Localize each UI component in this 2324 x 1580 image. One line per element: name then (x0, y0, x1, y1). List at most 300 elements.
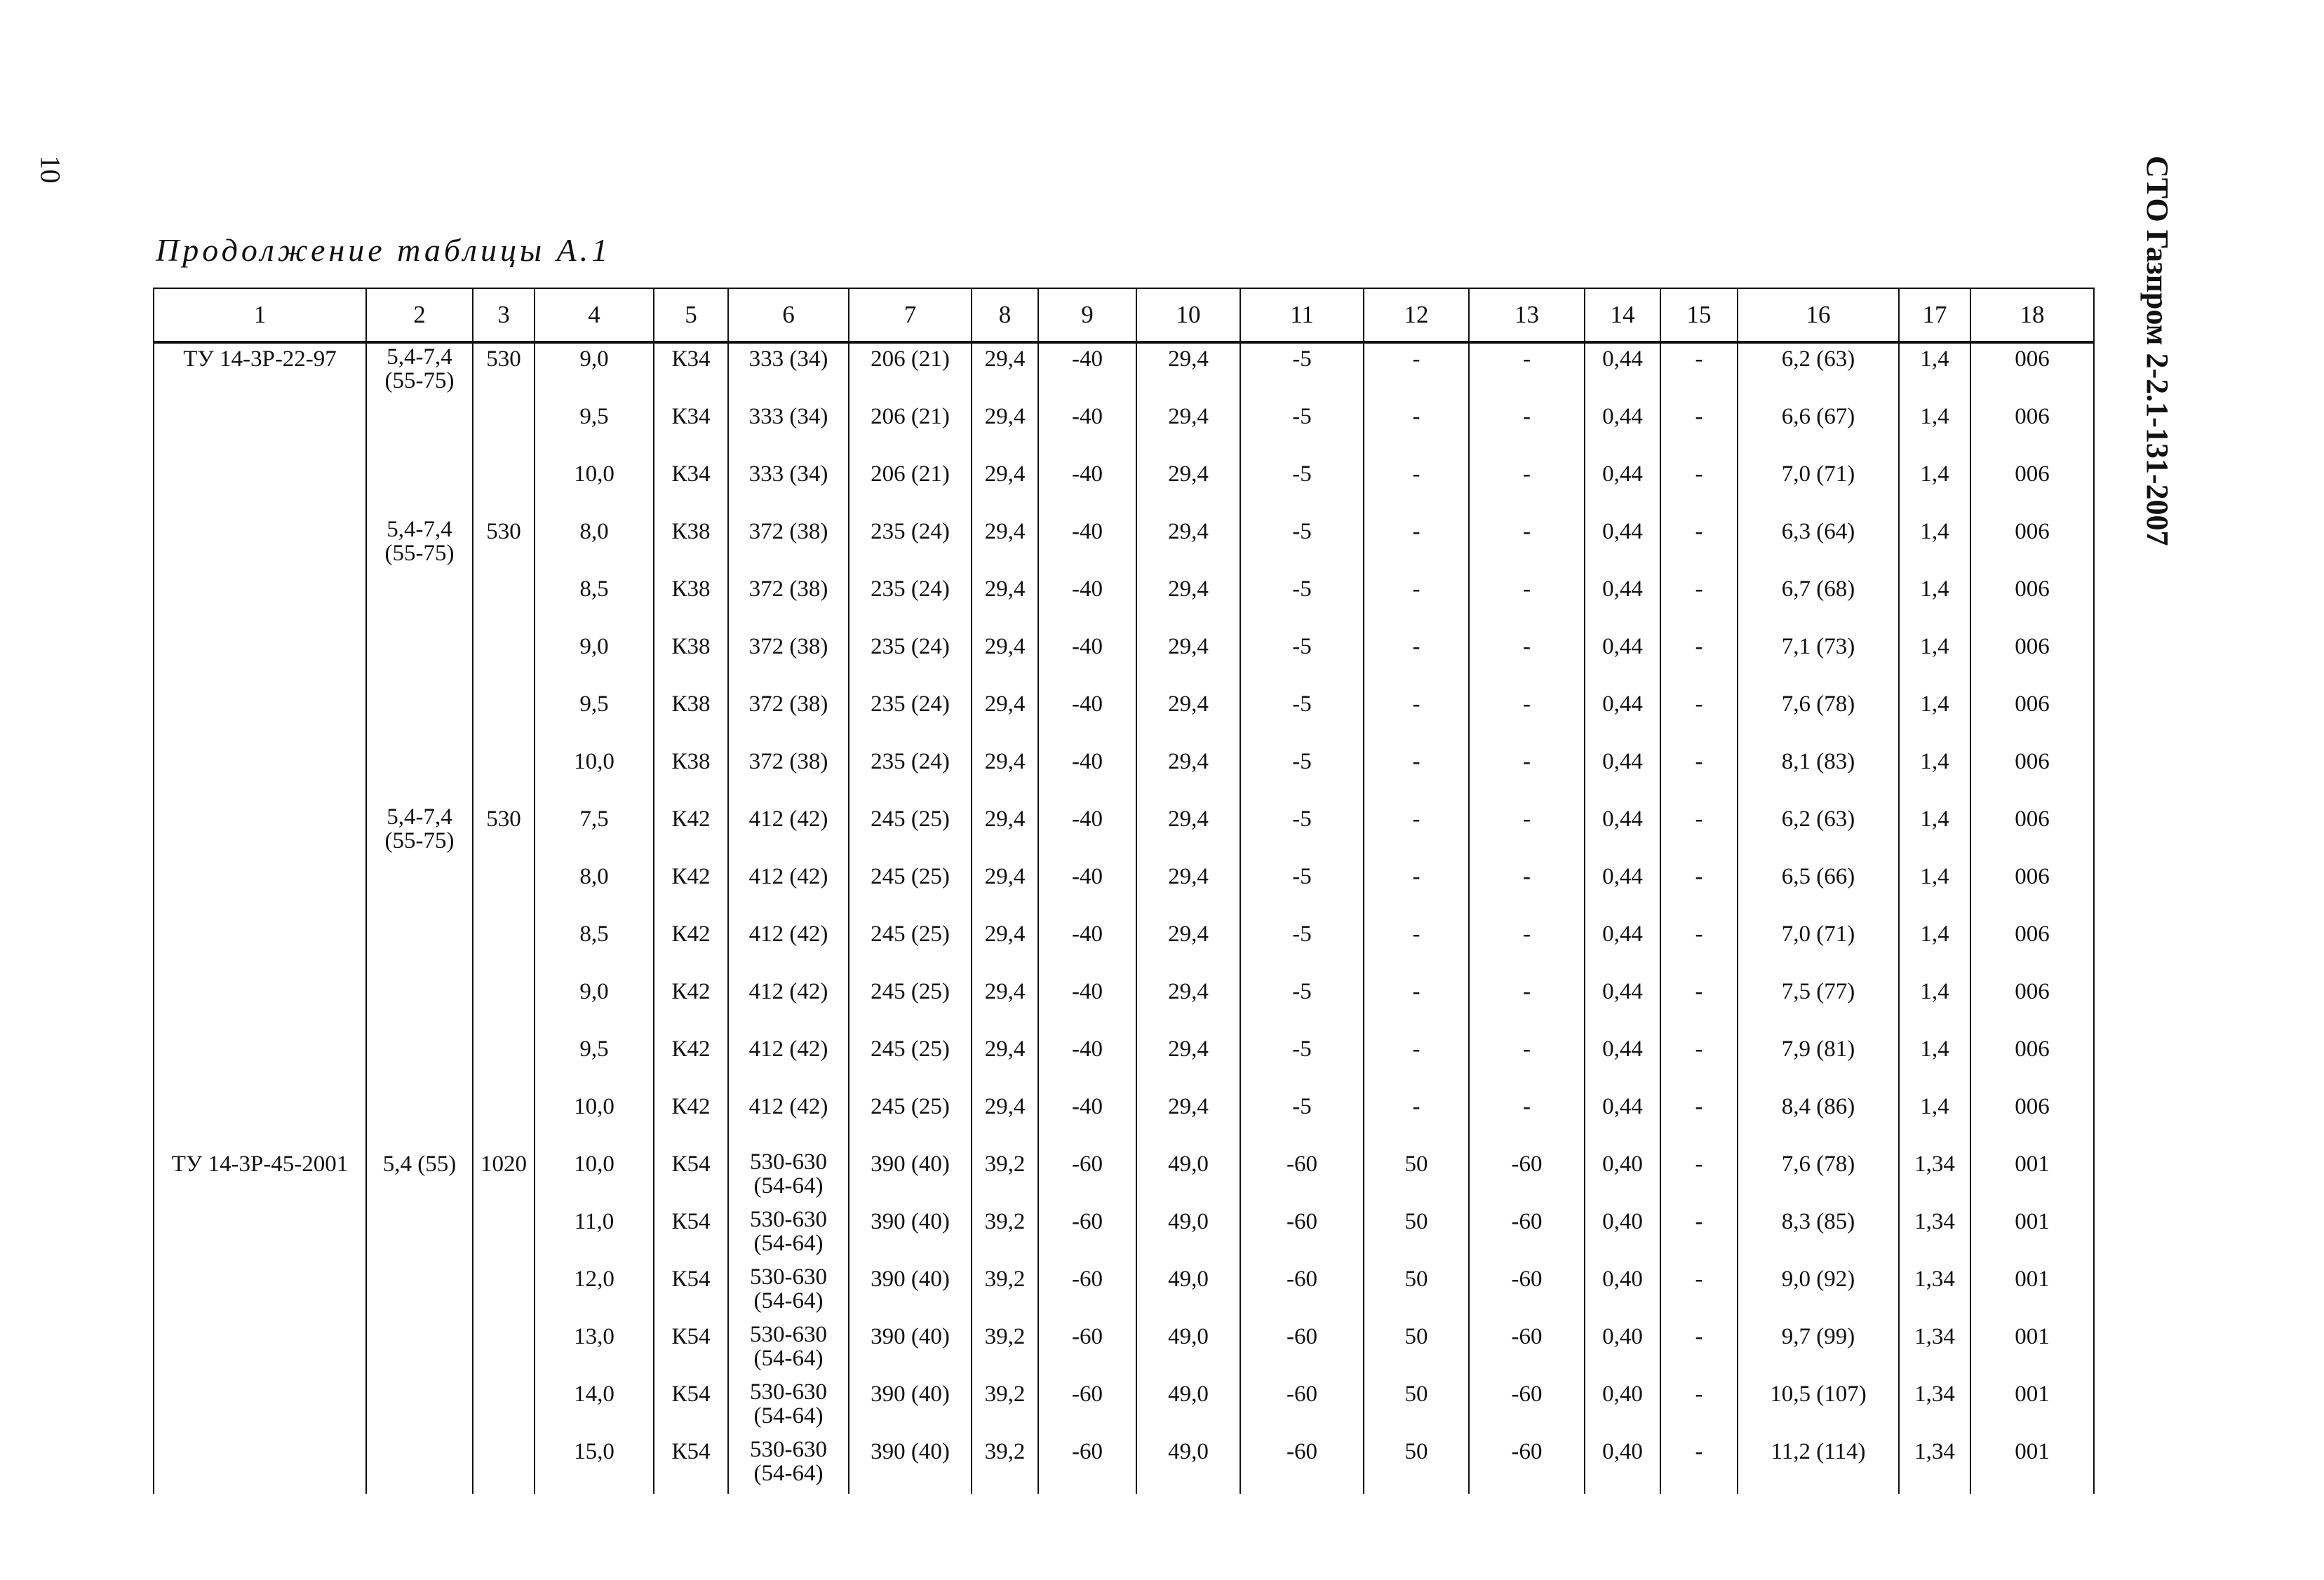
table-row (154, 631, 2094, 689)
cell-value: 1,34 (1914, 1267, 1955, 1292)
header-col-5: 5 (654, 288, 728, 342)
cell-col-4 (535, 1321, 654, 1379)
cell-value: - (1523, 576, 1531, 602)
cell-col-2 (366, 1436, 473, 1494)
cell-value: - (1412, 691, 1420, 717)
cell-value: 0,44 (1602, 1037, 1643, 1062)
cell-value: - (1695, 634, 1703, 659)
cell-col-14 (1585, 574, 1660, 631)
cell-col-14 (1585, 401, 1660, 459)
cell-col-1 (154, 1379, 366, 1436)
cell-col-14 (1585, 459, 1660, 516)
cell-col-2 (366, 1206, 473, 1264)
cell-value: 006 (2015, 461, 2050, 487)
cell-value: 1,34 (1914, 1439, 1955, 1464)
cell-col-6 (728, 1264, 849, 1321)
cell-col-2 (366, 804, 473, 861)
cell-col-1 (154, 516, 366, 574)
cell-value: 6,7 (68) (1781, 576, 1855, 602)
cell-value: -60 (1072, 1267, 1103, 1292)
cell-col-7 (849, 746, 972, 804)
cell-col-2 (366, 1379, 473, 1436)
cell-value: 49,0 (1168, 1209, 1209, 1234)
cell-value: -40 (1072, 921, 1103, 947)
cell-value: -40 (1072, 346, 1103, 372)
cell-col-14 (1585, 689, 1660, 746)
cell-value: - (1695, 1152, 1703, 1177)
table-row (154, 746, 2094, 804)
cell-col-6 (728, 976, 849, 1034)
cell-value: 8,0 (579, 519, 609, 544)
cell-col-17 (1899, 861, 1970, 919)
cell-col-15 (1660, 1379, 1738, 1436)
cell-value: 50 (1404, 1152, 1428, 1177)
cell-col-5 (654, 976, 728, 1034)
header-col-10: 10 (1136, 288, 1240, 342)
cell-col-16 (1738, 401, 1899, 459)
cell-col-8 (972, 976, 1038, 1034)
table-row (154, 1264, 2094, 1321)
cell-value: 39,2 (984, 1324, 1026, 1349)
cell-value: -60 (1287, 1382, 1317, 1407)
cell-value: -5 (1292, 921, 1312, 947)
cell-col-18 (1970, 746, 2094, 804)
header-col-7: 7 (849, 288, 972, 342)
cell-value: 6,2 (63) (1781, 346, 1855, 372)
cell-col-7 (849, 401, 972, 459)
cell-value: - (1412, 979, 1420, 1004)
cell-value: 006 (2015, 346, 2050, 372)
cell-col-5 (654, 1206, 728, 1264)
cell-col-13 (1469, 631, 1585, 689)
cell-col-5 (654, 459, 728, 516)
cell-value: 206 (21) (871, 404, 950, 429)
cell-value: 372 (38) (748, 749, 828, 774)
cell-col-4 (535, 574, 654, 631)
cell-value: -60 (1072, 1439, 1103, 1464)
cell-col-4 (535, 746, 654, 804)
cell-value: К34 (671, 404, 711, 429)
cell-value: 50 (1404, 1209, 1428, 1234)
cell-col-17 (1899, 574, 1970, 631)
table-row (154, 976, 2094, 1034)
cell-col-13 (1469, 516, 1585, 574)
cell-value: 8,4 (86) (1781, 1094, 1855, 1119)
cell-col-7 (849, 804, 972, 861)
cell-col-10 (1136, 459, 1240, 516)
cell-value: 412 (42) (748, 1094, 828, 1119)
cell-value: 530-630 (750, 1437, 827, 1462)
cell-value: 29,4 (1168, 864, 1209, 889)
cell-col-12 (1364, 919, 1469, 976)
page-number: 10 (34, 155, 67, 184)
cell-value: - (1523, 519, 1531, 544)
cell-value: 1,4 (1920, 1037, 1949, 1062)
cell-col-6 (728, 631, 849, 689)
cell-value: 6,2 (63) (1781, 806, 1855, 832)
cell-value: - (1695, 1094, 1703, 1119)
cell-col-12 (1364, 1379, 1469, 1436)
cell-col-17 (1899, 804, 1970, 861)
cell-col-13 (1469, 1091, 1585, 1149)
cell-col-18 (1970, 1091, 2094, 1149)
cell-col-3 (473, 861, 535, 919)
cell-value-secondary: (55-75) (384, 828, 455, 853)
cell-col-11 (1240, 976, 1364, 1034)
cell-col-7 (849, 1206, 972, 1264)
cell-col-16 (1738, 1034, 1899, 1091)
table-row (154, 861, 2094, 919)
cell-value: 29,4 (1168, 634, 1209, 659)
cell-value: -40 (1072, 461, 1103, 487)
cell-col-8 (972, 689, 1038, 746)
cell-col-4 (535, 804, 654, 861)
cell-col-6 (728, 1206, 849, 1264)
table-row (154, 1091, 2094, 1149)
cell-value: -60 (1072, 1382, 1103, 1407)
cell-col-5 (654, 342, 728, 401)
cell-col-11 (1240, 459, 1364, 516)
cell-col-9 (1038, 1091, 1136, 1149)
cell-value: 390 (40) (871, 1439, 950, 1464)
cell-value: 0,40 (1602, 1382, 1643, 1407)
cell-value: 29,4 (1168, 806, 1209, 832)
cell-col-13 (1469, 804, 1585, 861)
cell-value-secondary: (54-64) (753, 1231, 824, 1256)
cell-value: - (1412, 806, 1420, 832)
cell-value: 1,4 (1920, 346, 1949, 372)
cell-col-10 (1136, 976, 1240, 1034)
cell-value: -40 (1072, 634, 1103, 659)
cell-value: 333 (34) (748, 346, 828, 372)
cell-col-18 (1970, 976, 2094, 1034)
cell-value: 530-630 (750, 1149, 827, 1175)
cell-value: - (1523, 461, 1531, 487)
cell-value: 7,9 (81) (1781, 1037, 1855, 1062)
cell-col-12 (1364, 976, 1469, 1034)
cell-col-4 (535, 1034, 654, 1091)
cell-col-14 (1585, 804, 1660, 861)
cell-col-16 (1738, 1436, 1899, 1494)
cell-value: 29,4 (984, 461, 1026, 487)
cell-value: -60 (1511, 1439, 1543, 1464)
cell-col-17 (1899, 459, 1970, 516)
cell-col-9 (1038, 516, 1136, 574)
cell-value: 29,4 (1168, 346, 1209, 372)
cell-col-4 (535, 1149, 654, 1206)
cell-value: 1,4 (1920, 806, 1949, 832)
cell-value: 001 (2015, 1267, 2050, 1292)
cell-col-2 (366, 631, 473, 689)
cell-value: - (1523, 634, 1531, 659)
cell-value: 0,44 (1602, 404, 1643, 429)
cell-col-16 (1738, 1321, 1899, 1379)
cell-col-5 (654, 1149, 728, 1206)
cell-value: 29,4 (1168, 519, 1209, 544)
cell-col-16 (1738, 919, 1899, 976)
cell-col-12 (1364, 342, 1469, 401)
cell-col-11 (1240, 746, 1364, 804)
cell-col-4 (535, 1264, 654, 1321)
cell-col-18 (1970, 1321, 2094, 1379)
cell-col-1 (154, 1206, 366, 1264)
cell-col-11 (1240, 1379, 1364, 1436)
cell-value: 001 (2015, 1324, 2050, 1349)
cell-col-7 (849, 516, 972, 574)
cell-value: - (1695, 1439, 1703, 1464)
cell-value: - (1412, 921, 1420, 947)
cell-col-13 (1469, 919, 1585, 976)
cell-col-3 (473, 401, 535, 459)
header-col-8: 8 (972, 288, 1038, 342)
table-caption: Продолжение таблицы А.1 (156, 232, 612, 268)
cell-col-7 (849, 976, 972, 1034)
cell-col-11 (1240, 689, 1364, 746)
data-table (153, 288, 2095, 1494)
cell-value: 0,44 (1602, 806, 1643, 832)
cell-col-2 (366, 746, 473, 804)
cell-col-11 (1240, 919, 1364, 976)
cell-col-13 (1469, 861, 1585, 919)
cell-col-17 (1899, 976, 1970, 1034)
cell-value: 9,0 (579, 979, 609, 1004)
cell-col-16 (1738, 342, 1899, 401)
cell-col-8 (972, 1091, 1038, 1149)
cell-value: - (1523, 1037, 1531, 1062)
cell-value: 390 (40) (871, 1382, 950, 1407)
cell-value: 006 (2015, 634, 2050, 659)
cell-value: 006 (2015, 921, 2050, 947)
cell-col-5 (654, 861, 728, 919)
cell-col-9 (1038, 574, 1136, 631)
cell-col-5 (654, 1321, 728, 1379)
cell-value: 006 (2015, 404, 2050, 429)
cell-value: 1,4 (1920, 461, 1949, 487)
cell-col-13 (1469, 342, 1585, 401)
cell-col-18 (1970, 861, 2094, 919)
cell-col-18 (1970, 401, 2094, 459)
cell-col-9 (1038, 1149, 1136, 1206)
cell-col-16 (1738, 516, 1899, 574)
cell-value: 372 (38) (748, 634, 828, 659)
cell-value: 29,4 (1168, 404, 1209, 429)
cell-col-15 (1660, 1436, 1738, 1494)
header-col-12: 12 (1364, 288, 1469, 342)
cell-col-6 (728, 804, 849, 861)
cell-value: - (1412, 346, 1420, 372)
cell-value: 6,5 (66) (1781, 864, 1855, 889)
cell-col-12 (1364, 804, 1469, 861)
cell-col-9 (1038, 459, 1136, 516)
cell-col-4 (535, 1436, 654, 1494)
cell-value: 29,4 (984, 576, 1026, 602)
cell-col-10 (1136, 1321, 1240, 1379)
cell-value: 1,4 (1920, 1094, 1949, 1119)
cell-col-17 (1899, 342, 1970, 401)
cell-value: 49,0 (1168, 1267, 1209, 1292)
cell-col-4 (535, 1379, 654, 1436)
cell-col-1 (154, 976, 366, 1034)
cell-col-15 (1660, 976, 1738, 1034)
cell-value: 235 (24) (871, 691, 950, 717)
cell-value: 1020 (481, 1152, 527, 1177)
cell-col-1 (154, 1264, 366, 1321)
cell-col-3 (473, 459, 535, 516)
cell-col-1 (154, 574, 366, 631)
cell-value: - (1695, 979, 1703, 1004)
cell-value: - (1523, 864, 1531, 889)
cell-value: 9,5 (579, 1037, 609, 1062)
header-col-2: 2 (366, 288, 473, 342)
cell-value: 9,7 (99) (1781, 1324, 1855, 1349)
cell-value: -60 (1511, 1382, 1543, 1407)
cell-value: -40 (1072, 806, 1103, 832)
cell-col-1 (154, 746, 366, 804)
cell-col-8 (972, 1149, 1038, 1206)
table-row (154, 342, 2094, 401)
cell-col-7 (849, 1149, 972, 1206)
table-row (154, 516, 2094, 574)
header-col-18: 18 (1970, 288, 2094, 342)
cell-col-12 (1364, 861, 1469, 919)
cell-value: - (1523, 921, 1531, 947)
cell-value: 530 (486, 519, 521, 544)
cell-col-5 (654, 574, 728, 631)
cell-value: К34 (671, 346, 711, 372)
cell-col-15 (1660, 401, 1738, 459)
cell-value: 8,5 (579, 576, 609, 602)
cell-value: - (1523, 404, 1531, 429)
cell-col-13 (1469, 1436, 1585, 1494)
cell-col-11 (1240, 1206, 1364, 1264)
cell-col-6 (728, 401, 849, 459)
cell-col-5 (654, 1436, 728, 1494)
cell-value: К38 (671, 634, 711, 659)
cell-value: -60 (1287, 1209, 1317, 1234)
cell-col-5 (654, 689, 728, 746)
cell-value: - (1523, 691, 1531, 717)
cell-value: 9,0 (579, 346, 609, 372)
cell-value: 530-630 (750, 1207, 827, 1232)
cell-col-14 (1585, 342, 1660, 401)
cell-col-8 (972, 746, 1038, 804)
cell-col-5 (654, 1264, 728, 1321)
cell-value: 1,4 (1920, 691, 1949, 717)
cell-col-18 (1970, 804, 2094, 861)
cell-value: 29,4 (1168, 1094, 1209, 1119)
table-row (154, 919, 2094, 976)
cell-value: 39,2 (984, 1439, 1026, 1464)
cell-col-11 (1240, 574, 1364, 631)
cell-col-1 (154, 1034, 366, 1091)
cell-value: 0,44 (1602, 921, 1643, 947)
cell-col-1 (154, 861, 366, 919)
cell-col-14 (1585, 1206, 1660, 1264)
cell-value: 10,5 (107) (1770, 1382, 1867, 1407)
cell-col-5 (654, 631, 728, 689)
cell-col-3 (473, 574, 535, 631)
cell-value: - (1695, 404, 1703, 429)
cell-value: 206 (21) (871, 346, 950, 372)
cell-col-14 (1585, 1436, 1660, 1494)
cell-col-16 (1738, 1149, 1899, 1206)
cell-value: 29,4 (1168, 691, 1209, 717)
cell-value: 50 (1404, 1324, 1428, 1349)
cell-value: - (1695, 1037, 1703, 1062)
cell-value: 5,4-7,4 (387, 344, 452, 370)
cell-col-7 (849, 1379, 972, 1436)
cell-col-11 (1240, 516, 1364, 574)
cell-col-6 (728, 1436, 849, 1494)
cell-value: 29,4 (1168, 749, 1209, 774)
cell-col-14 (1585, 1091, 1660, 1149)
cell-col-7 (849, 1436, 972, 1494)
cell-value: 530 (486, 346, 521, 372)
cell-value: 0,40 (1602, 1209, 1643, 1234)
cell-value: -60 (1511, 1267, 1543, 1292)
cell-col-2 (366, 459, 473, 516)
cell-value: 1,4 (1920, 634, 1949, 659)
cell-col-7 (849, 1091, 972, 1149)
cell-value: 29,4 (984, 749, 1026, 774)
cell-col-1 (154, 919, 366, 976)
cell-col-12 (1364, 1091, 1469, 1149)
cell-value: 29,4 (984, 691, 1026, 717)
cell-col-13 (1469, 1264, 1585, 1321)
cell-value: -40 (1072, 576, 1103, 602)
cell-col-6 (728, 342, 849, 401)
cell-col-2 (366, 1149, 473, 1206)
cell-value: -40 (1072, 749, 1103, 774)
cell-col-8 (972, 1321, 1038, 1379)
header-col-4: 4 (535, 288, 654, 342)
cell-col-7 (849, 1321, 972, 1379)
cell-col-9 (1038, 919, 1136, 976)
cell-value: 245 (25) (871, 864, 950, 889)
cell-col-3 (473, 1379, 535, 1436)
cell-value: -60 (1287, 1324, 1317, 1349)
cell-value: 530-630 (750, 1379, 827, 1405)
header-col-11: 11 (1240, 288, 1364, 342)
cell-col-4 (535, 631, 654, 689)
cell-value: К42 (671, 864, 711, 889)
cell-col-16 (1738, 1264, 1899, 1321)
cell-col-14 (1585, 1264, 1660, 1321)
cell-value: -60 (1072, 1324, 1103, 1349)
cell-col-12 (1364, 1149, 1469, 1206)
cell-col-15 (1660, 1206, 1738, 1264)
cell-value: К42 (671, 979, 711, 1004)
cell-col-1 (154, 689, 366, 746)
cell-col-4 (535, 459, 654, 516)
cell-col-6 (728, 919, 849, 976)
table-body (154, 342, 2094, 1494)
cell-col-10 (1136, 1034, 1240, 1091)
cell-col-11 (1240, 1436, 1364, 1494)
cell-value: 372 (38) (748, 691, 828, 717)
cell-col-1 (154, 1321, 366, 1379)
cell-col-15 (1660, 1264, 1738, 1321)
cell-col-1 (154, 459, 366, 516)
cell-value: -60 (1511, 1152, 1543, 1177)
cell-col-16 (1738, 861, 1899, 919)
cell-value: -40 (1072, 404, 1103, 429)
cell-value: - (1695, 921, 1703, 947)
cell-col-9 (1038, 1379, 1136, 1436)
cell-value: 412 (42) (748, 921, 828, 947)
cell-col-16 (1738, 1379, 1899, 1436)
header-col-3: 3 (473, 288, 535, 342)
